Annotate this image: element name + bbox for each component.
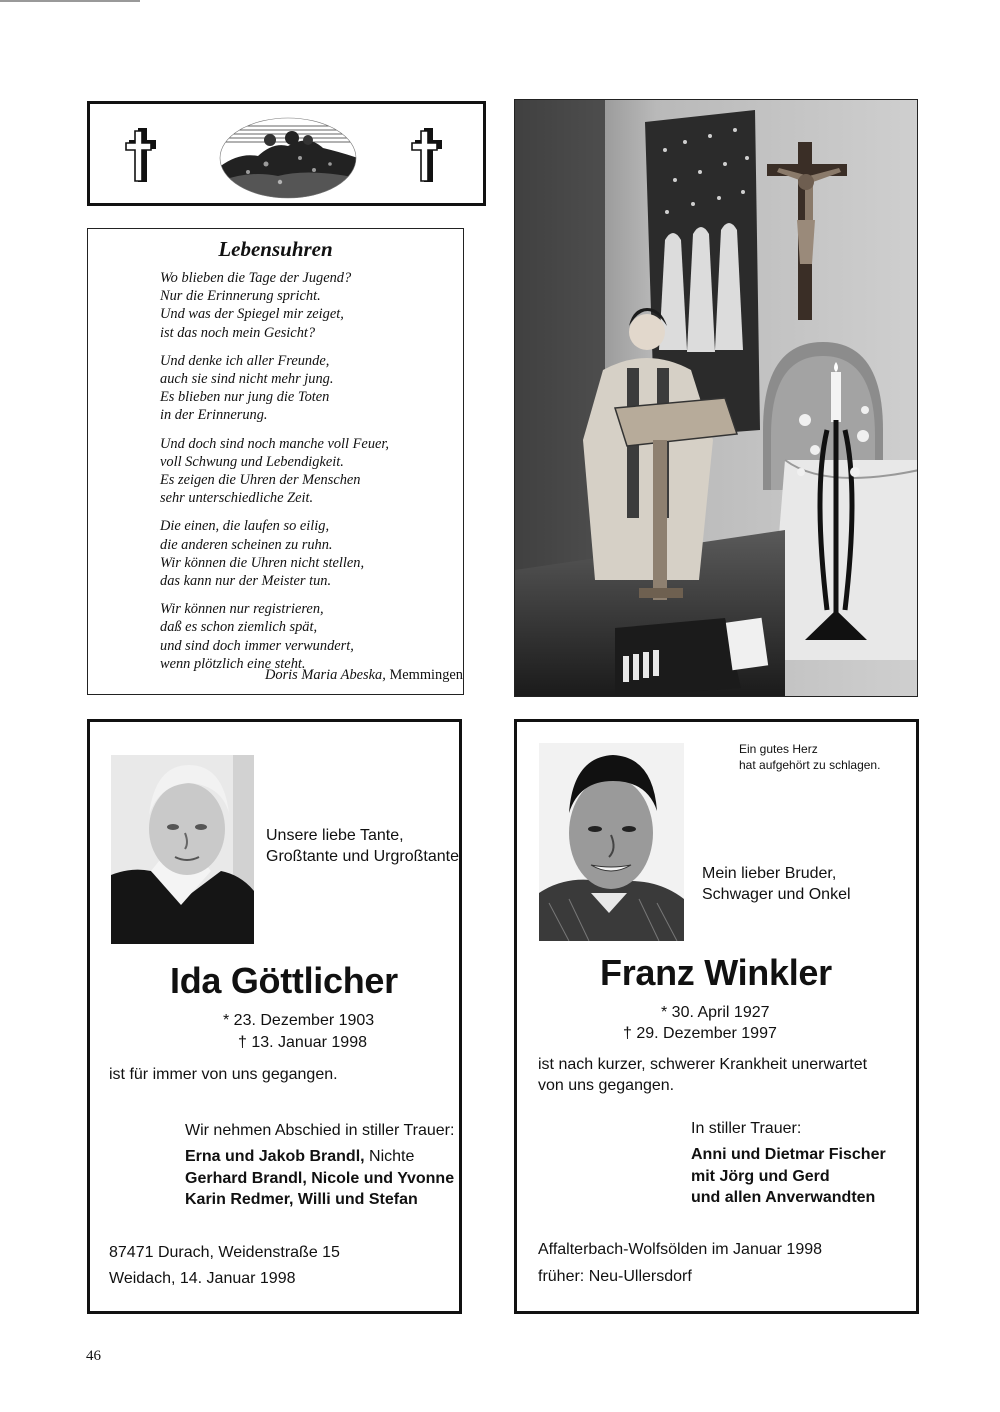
mourner-line: mit Jörg und Gerd [691, 1168, 830, 1185]
poem-line: Und doch sind noch manche voll Feuer, [160, 435, 389, 452]
mourner-line: und allen Anverwandten [691, 1189, 876, 1206]
poem-line: Wir können die Uhren nicht stellen, [160, 554, 365, 571]
poem-stanza [160, 435, 460, 508]
poem-author [163, 667, 463, 684]
poem-title: Lebensuhren [218, 237, 333, 261]
poem-line: Nur die Erinnerung spricht. [160, 288, 321, 305]
intro-line: Schwager und Onkel [702, 886, 851, 903]
poem-line: voll Schwung und Lebendigkeit. [160, 453, 344, 470]
poem-box [87, 228, 464, 695]
motto-line: hat aufgehört zu schlagen. [739, 758, 881, 772]
poem-line: Es zeigen die Uhren der Menschen [160, 472, 361, 489]
deceased-name: Ida Göttlicher [170, 960, 398, 1001]
poem-line: Und denke ich aller Freunde, [160, 352, 330, 369]
mourner-line: Karin Redmer, Willi und Stefan [185, 1191, 418, 1208]
poem-stanza [160, 269, 460, 342]
page-number: 46 [86, 1348, 101, 1364]
portrait-man-image [539, 743, 684, 941]
deceased-name: Franz Winkler [600, 952, 832, 993]
poem-line: wenn plötzlich eine steht. [160, 655, 306, 672]
poem-line: und sind doch immer verwundert, [160, 637, 354, 654]
scan-edge-rule [0, 0, 140, 2]
poem-line: auch sie sind nicht mehr jung. [160, 371, 334, 388]
cross-right-icon [410, 126, 444, 184]
mourning-intro: In stiller Trauer: [691, 1120, 802, 1137]
poem-stanza [160, 600, 460, 673]
place-date: Affalterbach-Wolfsölden im Januar 1998 [538, 1241, 823, 1258]
mourner-line: Anni und Dietmar Fischer [691, 1146, 886, 1163]
motto-line: Ein gutes Herz [739, 742, 818, 756]
mourner-names: Erna und Jakob Brandl, [185, 1148, 365, 1165]
mourner-line: Gerhard Brandl, Nicole und Yvonne [185, 1170, 455, 1187]
intro-line: Mein lieber Bruder, [702, 865, 837, 882]
poem-author-place: Memmingen [389, 667, 463, 683]
passing-text: von uns gegangen. [538, 1077, 675, 1094]
mourner-line [185, 1146, 414, 1167]
birth-date: * 23. Dezember 1903 [223, 1012, 375, 1029]
poem-line: in der Erinnerung. [160, 407, 268, 424]
poem-line: Wir können nur registrieren, [160, 601, 324, 618]
death-date: † 13. Januar 1998 [238, 1034, 367, 1051]
poem-line: daß es schon ziemlich spät, [160, 619, 318, 636]
poem-stanza [160, 517, 460, 590]
poem-stanza [160, 352, 460, 425]
passing-text: ist nach kurzer, schwerer Krankheit unerwartet [538, 1056, 868, 1073]
poem-line: Es blieben nur jung die Toten [160, 389, 330, 406]
poem-line: die anderen scheinen zu ruhn. [160, 536, 333, 553]
church-interior-image [515, 100, 918, 697]
former-home: früher: Neu-Ullersdorf [538, 1268, 692, 1285]
mourning-intro: Wir nehmen Abschied in stiller Trauer: [185, 1122, 455, 1139]
poem-line: sehr unterschiedliche Zeit. [160, 490, 314, 507]
obituary-franz-winkler [514, 719, 919, 1314]
portrait-photo-ida [111, 755, 254, 944]
birth-date: * 30. April 1927 [661, 1004, 770, 1021]
poem-line: Wo blieben die Tage der Jugend? [160, 270, 352, 286]
poem-line: Und was der Spiegel mir zeiget, [160, 306, 344, 323]
portrait-woman-image [111, 755, 254, 944]
obituary-ida-goettlicher [87, 719, 462, 1314]
place-date: Weidach, 14. Januar 1998 [109, 1270, 296, 1287]
church-photo [514, 99, 918, 697]
intro-line: Unsere liebe Tante, [266, 827, 404, 844]
death-date: † 29. Dezember 1997 [623, 1025, 777, 1042]
address: 87471 Durach, Weidenstraße 15 [109, 1244, 340, 1261]
passing-text: ist für immer von uns gegangen. [109, 1066, 338, 1083]
poem-line: ist das noch mein Gesicht? [160, 324, 316, 341]
poem-line: Die einen, die laufen so eilig, [160, 518, 330, 535]
mourner-relation: Nichte [364, 1148, 415, 1165]
poem-author-name: Doris Maria Abeska, [264, 667, 386, 683]
landscape-vignette-icon [218, 112, 358, 200]
intro-line: Großtante und Urgroßtante [266, 848, 459, 865]
cross-left-icon [124, 126, 158, 184]
portrait-photo-franz [539, 743, 684, 941]
poem-line: das kann nur der Meister tun. [160, 573, 332, 590]
poem-body [160, 269, 460, 683]
cross-header-box [87, 101, 486, 206]
